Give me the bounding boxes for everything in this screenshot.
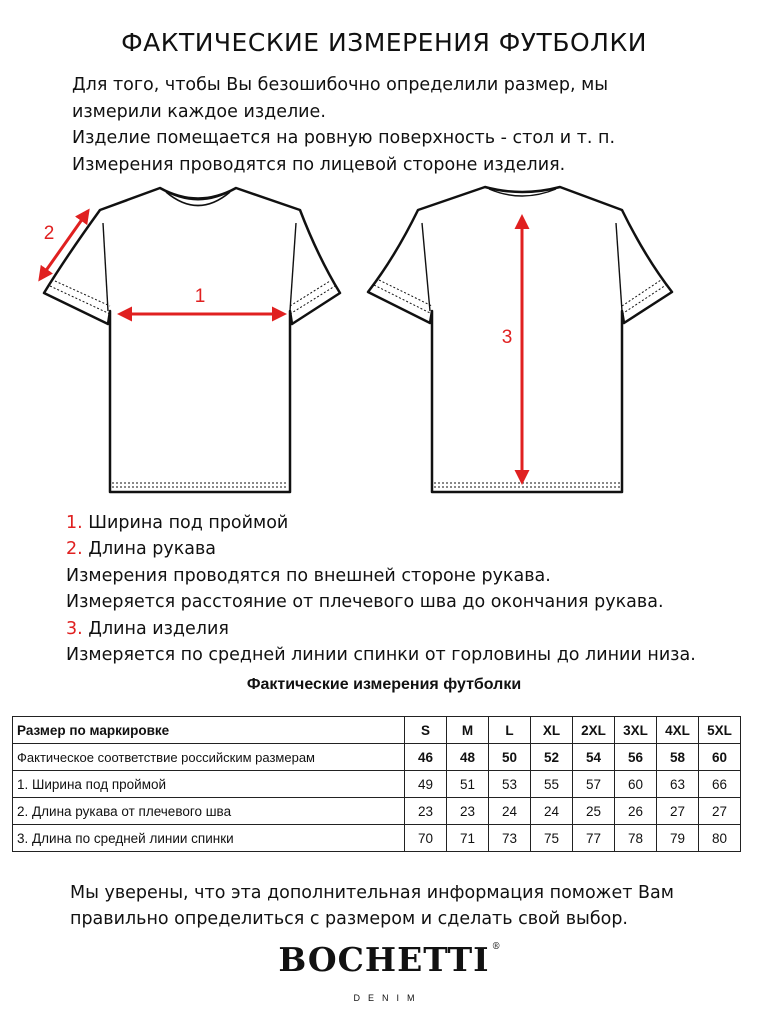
table-row: [13, 798, 741, 825]
row-label: 1. Ширина под проймой: [13, 771, 405, 798]
table-header-label: Размер по маркировке: [13, 717, 405, 744]
row-label: 3. Длина по средней линии спинки: [13, 825, 405, 852]
intro-line: Измерения проводятся по лицевой стороне изделия.: [72, 154, 566, 175]
brand-logo: [0, 940, 768, 1003]
table-row: [13, 825, 741, 852]
table-cell: 23: [447, 798, 489, 825]
table-row: [13, 744, 741, 771]
footer-text: [70, 880, 750, 932]
tshirt-diagram: [0, 175, 768, 505]
table-cell: 24: [531, 798, 573, 825]
tshirt-front: [44, 188, 340, 492]
legend-item: 3. Длина изделия: [66, 618, 229, 639]
table-cell: 60: [699, 744, 741, 771]
table-cell: 57: [573, 771, 615, 798]
row-label: Фактическое соответствие российским размерам: [13, 744, 405, 771]
label-width: 1: [194, 286, 206, 307]
brand-subtitle: DENIM: [353, 993, 423, 1003]
legend-note: Измерения проводятся по внешней стороне рукава.: [66, 565, 551, 586]
legend-note: Измеряется по средней линии спинки от горловины до линии низа.: [66, 645, 696, 666]
intro-line: Изделие помещается на ровную поверхность - стол и т. п.: [72, 128, 616, 148]
table-cell: 51: [447, 771, 489, 798]
table-cell: 78: [615, 825, 657, 852]
table-cell: 77: [573, 825, 615, 852]
size-header: XL: [531, 717, 573, 744]
footer-line: Мы уверены, что эта дополнительная информация поможет Вам: [70, 883, 674, 903]
brand-name: BOCHETTI ®: [278, 940, 502, 979]
table-cell: 79: [657, 825, 699, 852]
table-cell: 71: [447, 825, 489, 852]
table-cell: 52: [531, 744, 573, 771]
table-cell: 27: [699, 798, 741, 825]
label-sleeve: 2: [43, 223, 55, 244]
measurement-legend: [66, 510, 756, 668]
legend-item: 2. Длина рукава: [66, 539, 217, 560]
table-cell: 75: [531, 825, 573, 852]
table-cell: 53: [489, 771, 531, 798]
table-row: [13, 771, 741, 798]
registered-mark: ®: [491, 942, 502, 952]
row-label: 2. Длина рукава от плечевого шва: [13, 798, 405, 825]
table-header-row: [13, 717, 741, 744]
table-cell: 49: [405, 771, 447, 798]
size-header: 3XL: [615, 717, 657, 744]
table-cell: 24: [489, 798, 531, 825]
table-cell: 25: [573, 798, 615, 825]
table-cell: 55: [531, 771, 573, 798]
table-cell: 73: [489, 825, 531, 852]
label-length: 3: [501, 327, 513, 348]
size-header: M: [447, 717, 489, 744]
tshirt-back: [368, 187, 672, 492]
footer-line: правильно определиться с размером и сделать свой выбор.: [70, 909, 628, 929]
table-cell: 48: [447, 744, 489, 771]
intro-text: [72, 72, 752, 178]
table-cell: 23: [405, 798, 447, 825]
table-title: Фактические измерения футболки: [246, 676, 522, 693]
table-cell: 80: [699, 825, 741, 852]
page-title: ФАКТИЧЕСКИЕ ИЗМЕРЕНИЯ ФУТБОЛКИ: [121, 28, 647, 57]
legend-note: Измеряется расстояние от плечевого шва до окончания рукава.: [66, 592, 664, 613]
legend-item: 1. Ширина под проймой: [66, 513, 289, 533]
size-table: [12, 716, 741, 852]
table-cell: 63: [657, 771, 699, 798]
size-header: 5XL: [699, 717, 741, 744]
table-cell: 60: [615, 771, 657, 798]
table-cell: 54: [573, 744, 615, 771]
table-cell: 58: [657, 744, 699, 771]
table-cell: 56: [615, 744, 657, 771]
intro-line: Для того, чтобы Вы безошибочно определили размер, мы: [72, 75, 609, 95]
size-header: L: [489, 717, 531, 744]
table-cell: 70: [405, 825, 447, 852]
table-cell: 46: [405, 744, 447, 771]
size-header: 4XL: [657, 717, 699, 744]
table-cell: 50: [489, 744, 531, 771]
table-cell: 66: [699, 771, 741, 798]
table-cell: 27: [657, 798, 699, 825]
size-header: 2XL: [573, 717, 615, 744]
intro-line: измерили каждое изделие.: [72, 101, 326, 122]
size-header: S: [405, 717, 447, 744]
table-cell: 26: [615, 798, 657, 825]
